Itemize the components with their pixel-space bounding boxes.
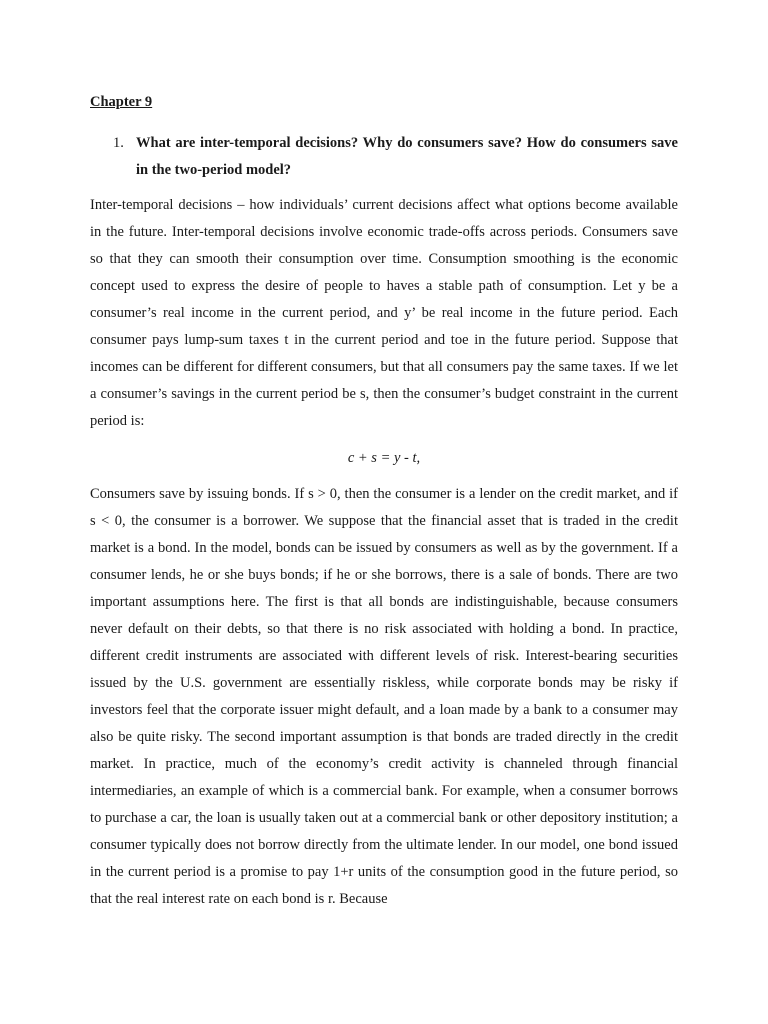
- document-page: [90, 92, 678, 913]
- budget-constraint-equation: c + s = y - t,: [347, 450, 421, 466]
- paragraph-bonds: Consumers save by issuing bonds. If s > 0, then the consumer is a lender on the credit market, and if s < 0, the consumer is a borrower. We suppose that the financial asset that is traded in the credit market is a bond. In the model, bonds can be issued by consumers as well as by the government. If a consumer lends, he or she buys bonds; if he or she borrows, there is a sale of bonds. There are two important assumptions here. The first is that all bonds are indistinguishable, because consumers never default on their debts, so that there is no risk associated with holding a bond. In practice, different credit instruments are associated with different levels of risk. Interest-bearing securities issued by the U.S. government are essentially riskless, while corporate bonds may be risky if investors feel that the corporate issuer might default, and a loan made by a bank to a consumer may also be quite risky. The second important assumption is that bonds are traded directly in the credit market. In practice, much of the economy’s credit activity is channeled through financial intermediaries, an example of which is a commercial bank. For example, when a consumer borrows to purchase a car, the loan is usually taken out at a commercial bank or other depository institution; a consumer typically does not borrow directly from the ultimate lender. In our model, one bond issued in the current period is a promise to pay 1+r units of the consumption good in the future period, so that the real interest rate on each bond is r. Because: [90, 486, 678, 907]
- chapter-title: Chapter 9: [90, 94, 153, 110]
- question-number: 1.: [113, 135, 124, 151]
- question-item: [113, 130, 678, 184]
- paragraph-intertemporal-decisions: Inter-temporal decisions – how individuals’ current decisions affect what options become available in the future. Inter-temporal decisions involve economic trade-offs across periods. Consumers save so that they can smooth their consumption over time. Consumption smoothing is the economic concept used to express the desire of people to haves a stable path of consumption. Let y be a consumer’s real income in the current period, and y’ be real income in the future period. Each consumer pays lump-sum taxes t in the current period and toe in the future period. Suppose that incomes can be different for different consumers, but that all consumers pay the same taxes. If we let a consumer’s savings in the current period be s, then the consumer’s budget constraint in the current period is:: [90, 197, 678, 429]
- question-text: What are inter-temporal decisions? Why do consumers save? How do consumers save in the two-period model?: [136, 135, 678, 178]
